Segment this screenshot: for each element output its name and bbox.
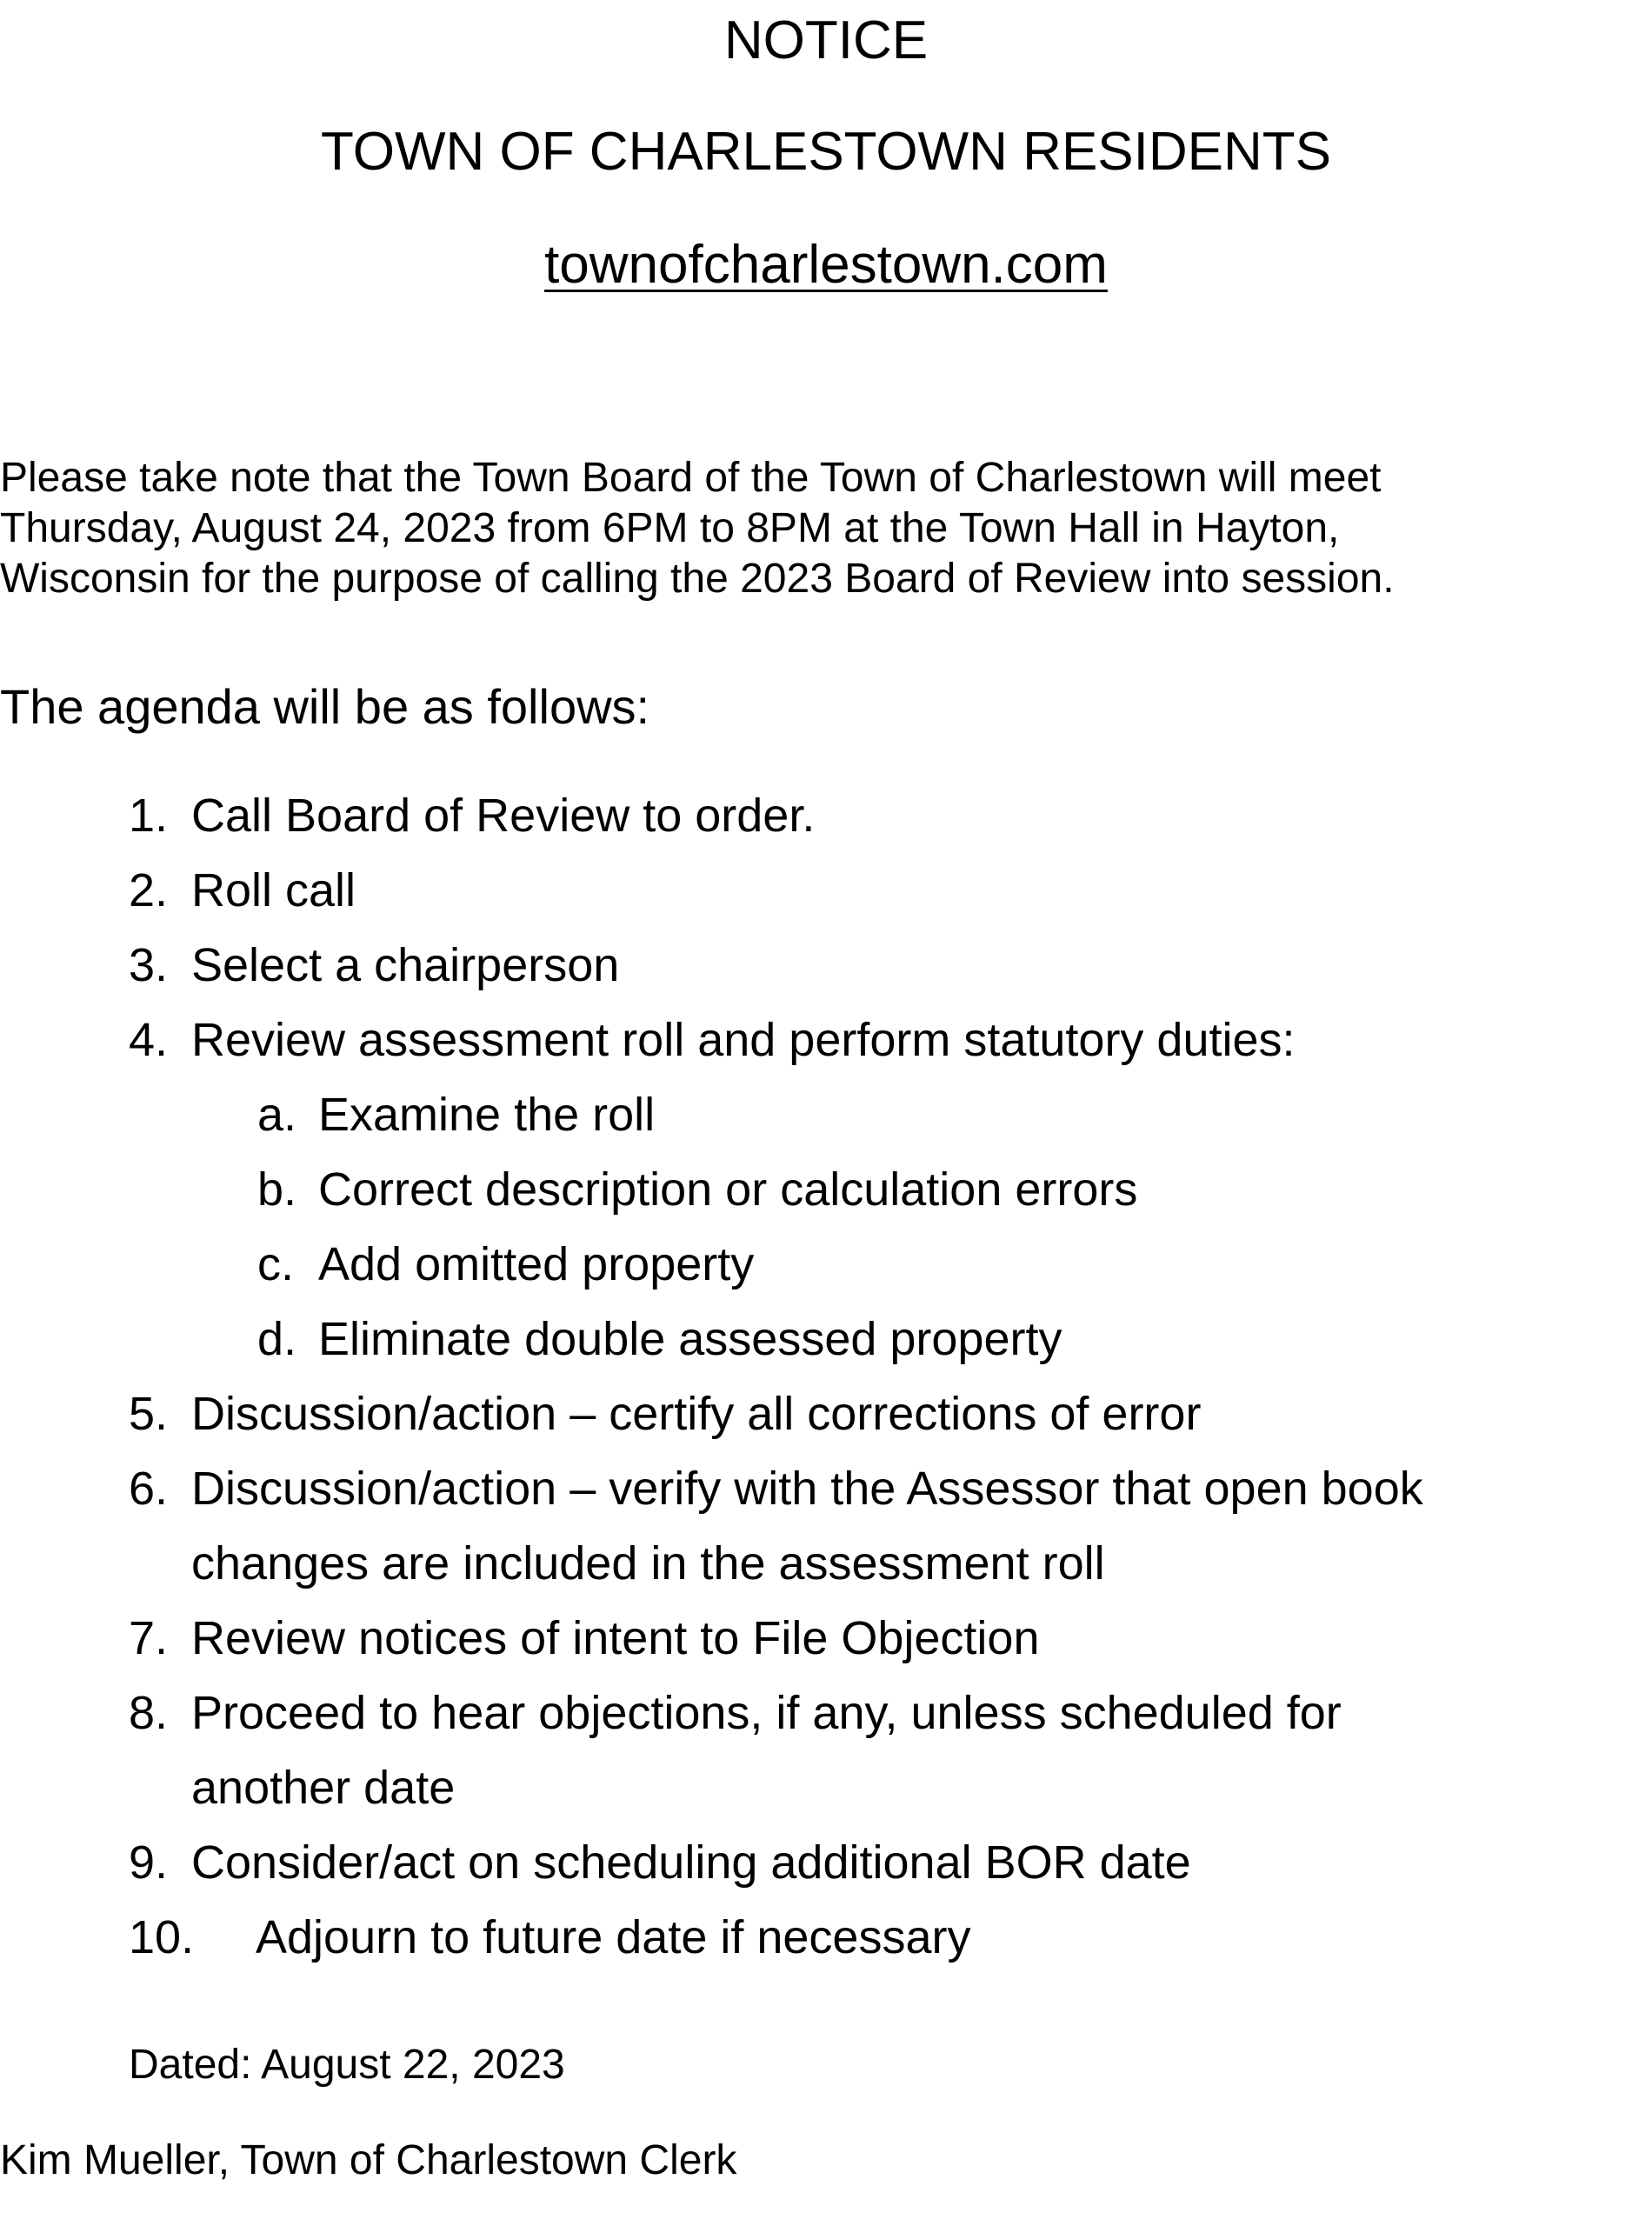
agenda-subitem-text: Examine the roll [318, 1089, 656, 1141]
intro-paragraph-line: Wisconsin for the purpose of calling the 2023 Board of Review into session. [0, 556, 1395, 602]
agenda-item-text: Adjourn to future date if necessary [256, 1911, 971, 1963]
agenda-item-text: Call Board of Review to order. [191, 790, 816, 842]
signature-line: Kim Mueller, Town of Charlestown Clerk [0, 2137, 737, 2183]
agenda-item-text: another date [191, 1762, 456, 1814]
agenda-item-number: 3. [129, 939, 169, 991]
intro-paragraph-line: Thursday, August 24, 2023 from 6PM to 8PM at the Town Hall in Hayton, [0, 505, 1340, 551]
agenda-item-text: Proceed to hear objections, if any, unless scheduled for [191, 1687, 1342, 1739]
notice-title: NOTICE [723, 10, 929, 70]
intro-paragraph-line: Please take note that the Town Board of the Town of Charlestown will meet [0, 455, 1382, 501]
agenda-item-number: 1. [129, 790, 169, 842]
agenda-item-number: 7. [129, 1612, 169, 1664]
agenda-item-number: 10. [129, 1911, 195, 1963]
agenda-item-text: changes are included in the assessment roll [191, 1537, 1105, 1590]
agenda-item-number: 4. [129, 1014, 169, 1066]
agenda-item-number: 8. [129, 1687, 169, 1739]
agenda-item-text: Consider/act on scheduling additional BOR date [191, 1836, 1191, 1889]
dated-line: Dated: August 22, 2023 [129, 2042, 565, 2088]
agenda-subitem-text: Add omitted property [318, 1238, 755, 1290]
agenda-item-text: Discussion/action – certify all corrections of error [191, 1388, 1202, 1440]
agenda-subitem-letter: a. [257, 1089, 297, 1141]
agenda-item-text: Discussion/action – verify with the Assessor that open book [191, 1463, 1423, 1515]
town-title: TOWN OF CHARLESTOWN RESIDENTS [320, 122, 1331, 182]
agenda-subitem-letter: b. [257, 1163, 297, 1216]
agenda-item-text: Select a chairperson [191, 939, 620, 991]
agenda-subitem-text: Correct description or calculation errors [318, 1163, 1138, 1216]
website-link[interactable]: townofcharlestown.com [544, 235, 1108, 295]
agenda-item-number: 6. [129, 1463, 169, 1515]
agenda-subitem-letter: c. [257, 1238, 295, 1290]
agenda-item-number: 5. [129, 1388, 169, 1440]
agenda-subitem-letter: d. [257, 1313, 297, 1365]
agenda-heading: The agenda will be as follows: [0, 679, 650, 734]
agenda-item-text: Review assessment roll and perform statutory duties: [191, 1014, 1296, 1066]
agenda-item-text: Review notices of intent to File Objection [191, 1612, 1040, 1664]
agenda-item-number: 2. [129, 864, 169, 916]
agenda-item-number: 9. [129, 1836, 169, 1889]
agenda-item-text: Roll call [191, 864, 356, 916]
agenda-subitem-text: Eliminate double assessed property [318, 1313, 1062, 1365]
